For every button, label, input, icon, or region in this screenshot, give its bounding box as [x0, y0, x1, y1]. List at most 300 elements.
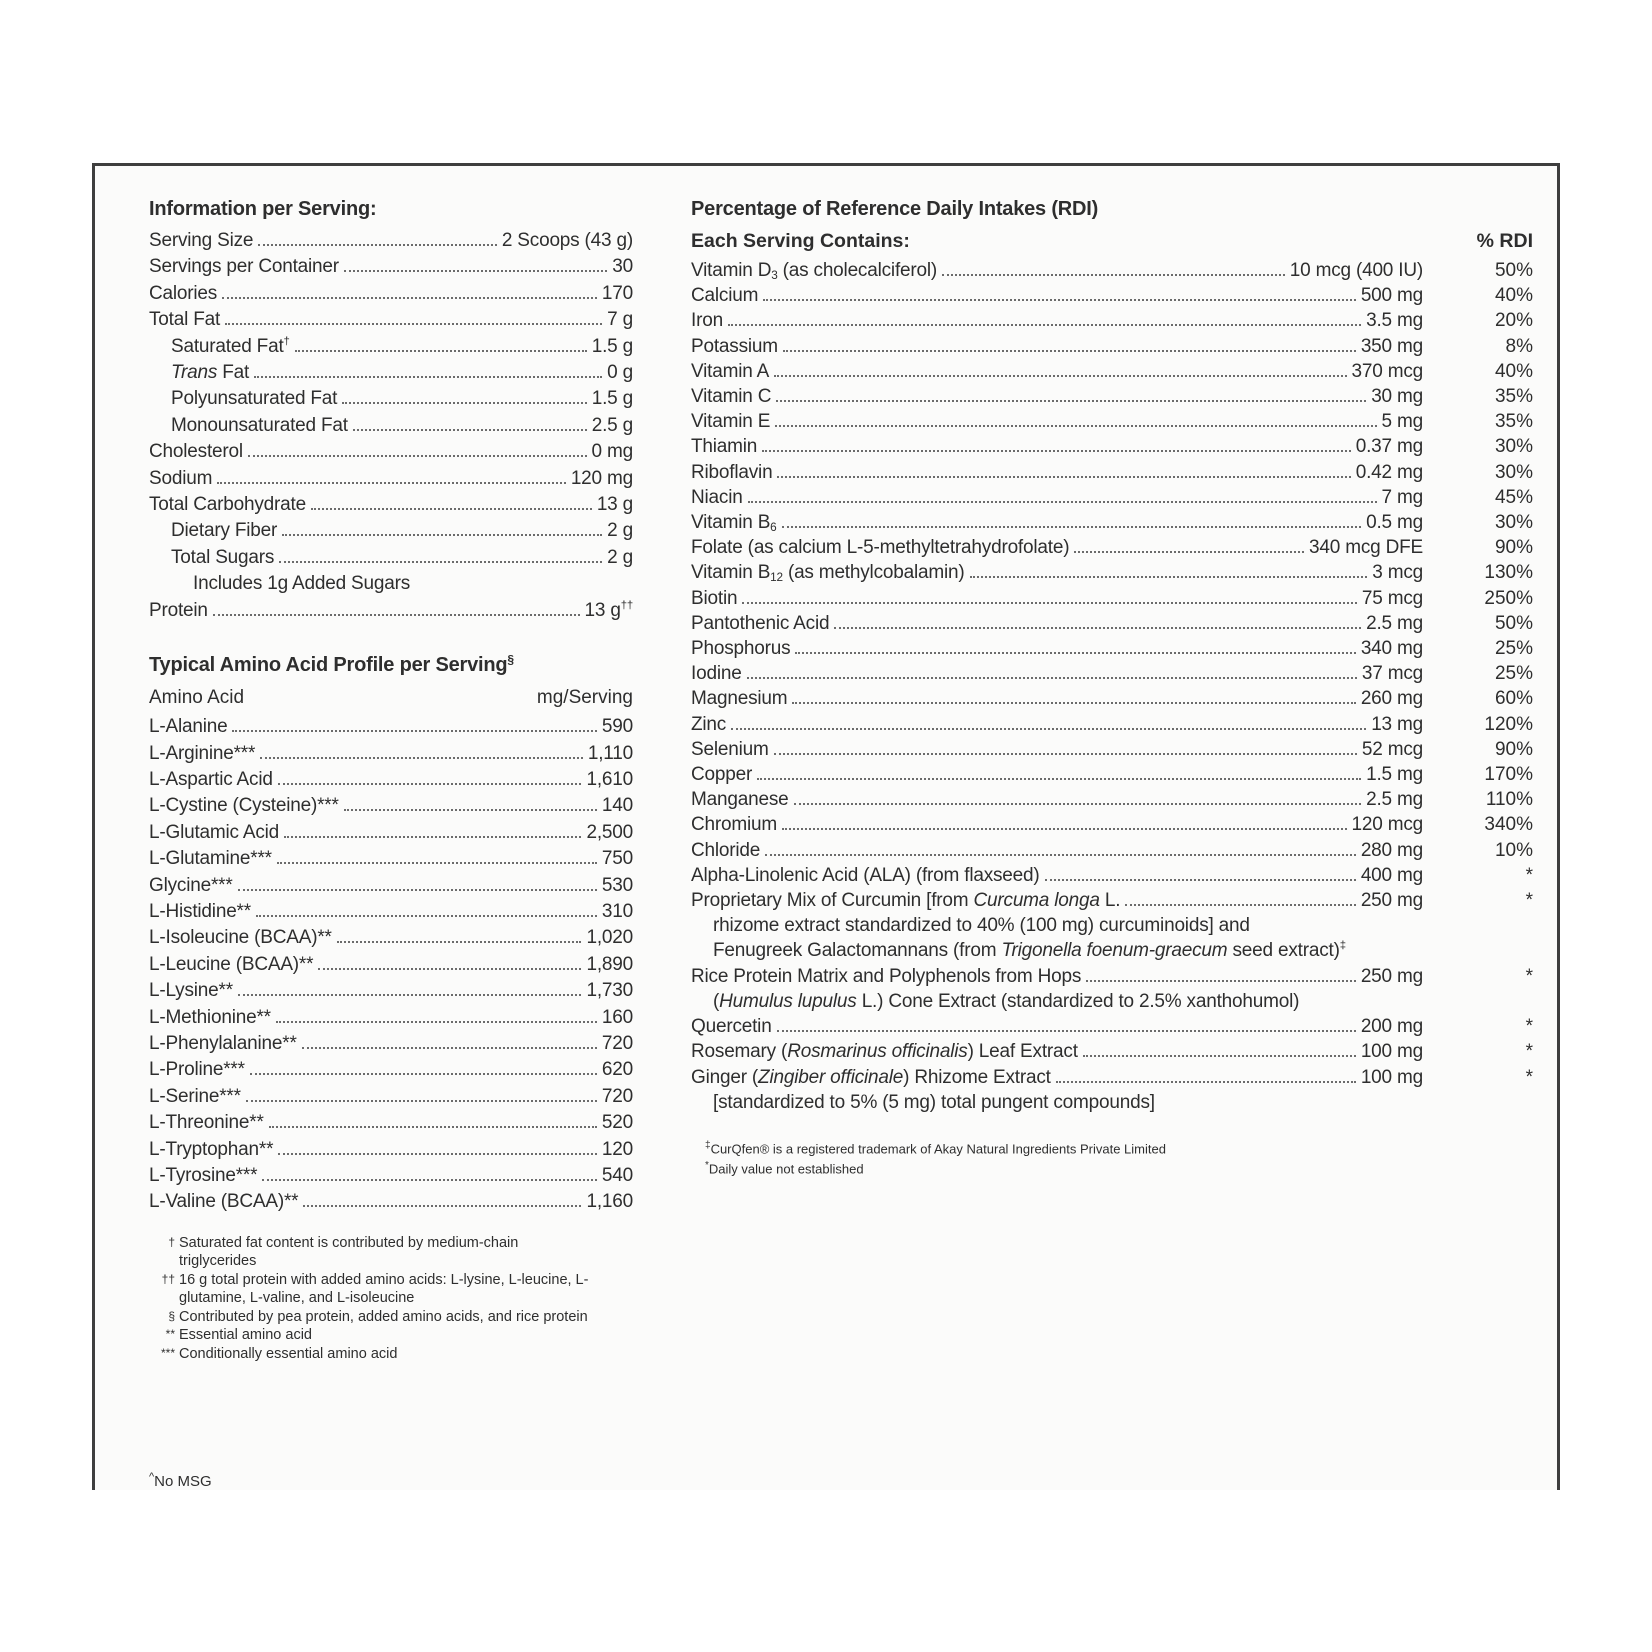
row-main [691, 636, 1423, 661]
row-label [691, 258, 937, 283]
label-text: Serving Size [149, 230, 254, 251]
row-main [691, 1014, 1423, 1039]
row-value: 1.5 g [591, 388, 633, 410]
row-label [691, 888, 1120, 913]
label-text: L-Arginine*** [149, 742, 256, 764]
row-main [149, 873, 633, 899]
row-label [691, 686, 787, 711]
nutrient-row [691, 560, 1533, 585]
nutrient-row [691, 308, 1533, 333]
row-label [149, 846, 272, 872]
label-text: seed extract) [1227, 940, 1340, 962]
row-label [149, 492, 306, 518]
row-value: 260 mg [1360, 688, 1423, 710]
right-footnotes [705, 1137, 1533, 1178]
label-text: L. [1099, 890, 1121, 912]
footnote-text: Contributed by pea protein, added amino acids, and rice protein [179, 1308, 588, 1325]
row-main [149, 334, 633, 360]
row-main [149, 1005, 633, 1031]
row-main [691, 737, 1423, 762]
amino-profile-title [149, 652, 633, 678]
row-value: 200 mg [1360, 1016, 1423, 1038]
nutrient-row [691, 661, 1533, 686]
footnote-marker: ** [165, 1327, 175, 1342]
nutrient-row [691, 434, 1533, 459]
row-label [149, 1031, 297, 1057]
label-text: L-Proline*** [149, 1059, 245, 1081]
row-label [149, 1057, 245, 1083]
label-text: Total Sugars [171, 546, 275, 568]
row-label [149, 873, 233, 899]
dot-leader [728, 324, 1361, 326]
label-text: Biotin [691, 587, 738, 609]
row-rdi-percent: 25% [1494, 663, 1533, 685]
dot-leader [834, 627, 1361, 629]
row-label [691, 611, 829, 636]
row-main [149, 307, 633, 333]
row-value: 1,890 [586, 953, 633, 975]
label-text: L-Alanine [149, 716, 228, 738]
label-text: L-Glutamine*** [149, 848, 272, 870]
label-text: Chromium [691, 814, 778, 836]
label-text: Vitamin B [691, 512, 771, 534]
label-text: Vitamin D [691, 260, 772, 281]
row-label [149, 925, 332, 951]
row-rdi-percent: 90% [1494, 537, 1533, 559]
row-value: 520 [601, 1112, 633, 1134]
dot-leader [970, 576, 1368, 578]
row-main [691, 283, 1423, 308]
row-value: 340 mg [1360, 638, 1423, 660]
row-value: 400 mg [1360, 864, 1423, 886]
nutrient-row [691, 989, 1533, 1014]
label-text: Monounsaturated Fat [171, 414, 348, 436]
nutrient-row [691, 888, 1533, 913]
row-main [149, 952, 633, 978]
row-label [691, 938, 1346, 963]
row-main [149, 254, 633, 280]
row-label [149, 466, 212, 492]
row-label [691, 485, 743, 510]
footnote-marker: ‡ [705, 1139, 711, 1151]
right-column [691, 196, 1533, 1178]
nutrient-row [691, 485, 1533, 510]
subscript-text: 6 [770, 521, 777, 535]
dot-leader [344, 270, 607, 272]
label-text: Selenium [691, 738, 769, 760]
dot-leader [225, 323, 602, 325]
italic-text: Zingiber officinale [758, 1066, 904, 1088]
dot-leader [238, 994, 582, 996]
row-main [691, 989, 1423, 1014]
row-label [691, 308, 723, 333]
row-value: 120 [601, 1138, 633, 1160]
row-value: 75 mcg [1361, 587, 1423, 609]
row-value: 37 mcg [1361, 663, 1423, 685]
dot-leader [282, 534, 602, 536]
row-rdi-percent: 45% [1494, 486, 1533, 508]
row-rdi-percent: 30% [1494, 436, 1533, 458]
row-label [691, 334, 778, 359]
row-label [149, 518, 277, 544]
row-label [149, 571, 410, 597]
dot-leader [795, 652, 1355, 654]
dot-leader [217, 482, 566, 484]
row-value: 0.37 mg [1355, 436, 1423, 458]
footnote-text: Conditionally essential amino acid [179, 1345, 398, 1362]
row-main [691, 586, 1423, 611]
row-value: 1.5 g [591, 335, 633, 357]
row-value: 0.42 mg [1355, 461, 1423, 483]
row-label [149, 820, 279, 846]
row-label [691, 460, 772, 485]
row-main [691, 838, 1423, 863]
label-text: L-Glutamic Acid [149, 821, 280, 843]
label-text: Ginger ( [691, 1066, 759, 1088]
amino-profile-title-text: Typical Amino Acid Profile per Serving [149, 654, 508, 677]
dot-leader [262, 1179, 597, 1181]
row-rdi-percent: * [1525, 1066, 1533, 1088]
row-main [691, 661, 1423, 686]
dot-leader [256, 915, 597, 917]
label-text: Rosemary ( [691, 1041, 788, 1063]
nutrient-row [691, 1014, 1533, 1039]
row-value: 170 [601, 282, 633, 304]
subscript-text: 3 [771, 269, 778, 282]
footnote-text: Saturated fat content is contributed by medium-chain triglycerides [179, 1234, 519, 1270]
row-value: 370 mcg [1351, 360, 1423, 382]
nutrient-row [691, 409, 1533, 434]
row-main [691, 460, 1423, 485]
dot-leader [1074, 551, 1304, 553]
row-main [149, 1137, 633, 1163]
label-text: Iodine [691, 663, 742, 685]
row-main [149, 767, 633, 793]
value-superscript: †† [620, 599, 633, 612]
label-text: Riboflavin [691, 461, 773, 483]
row-label [149, 334, 290, 360]
row-main [691, 535, 1423, 560]
row-label [691, 812, 777, 837]
label-text: L-Lysine** [149, 980, 233, 1002]
row-main [691, 863, 1423, 888]
label-text: Total Carbohydrate [149, 494, 306, 516]
row-main [149, 228, 633, 254]
label-text: Polyunsaturated Fat [171, 388, 338, 410]
nutrient-row [691, 258, 1533, 283]
label-text: Chloride [691, 839, 761, 861]
label-text: Glycine*** [149, 874, 233, 896]
superscript-mark: † [283, 335, 290, 348]
label-text: (as methylcobalamin) [782, 562, 965, 584]
row-main [691, 409, 1423, 434]
label-text: Protein [149, 599, 208, 621]
dot-leader [276, 1021, 597, 1023]
row-rdi-percent: 110% [1485, 789, 1533, 811]
row-main [691, 913, 1423, 938]
footnote-marker: *** [160, 1345, 175, 1360]
info-rows [149, 228, 633, 624]
dot-leader [1083, 1055, 1356, 1057]
row-value: 2 g [607, 520, 633, 542]
row-main [691, 812, 1423, 837]
dot-leader [337, 941, 582, 943]
footnote-marker: * [705, 1160, 709, 1172]
amino-rows [149, 714, 633, 1216]
label-text: Magnesium [691, 688, 788, 710]
row-main [149, 360, 633, 386]
row-main [149, 925, 633, 951]
row-value: 540 [601, 1165, 633, 1186]
row-main [149, 793, 633, 819]
dot-leader [302, 1047, 597, 1049]
row-label [149, 254, 339, 280]
subscript-text: 12 [770, 571, 783, 585]
row-label [149, 1163, 257, 1189]
row-label [691, 384, 771, 409]
row-value: 2.5 g [591, 414, 633, 436]
label-text: Vitamin C [691, 386, 772, 408]
nutrient-row [691, 283, 1533, 308]
amino-acid-section [149, 652, 633, 1216]
row-value: 120 mcg [1351, 814, 1423, 836]
row-rdi-percent: * [1525, 1016, 1533, 1038]
dot-leader [765, 854, 1356, 856]
row-main [691, 938, 1423, 963]
row-label [149, 978, 233, 1004]
row-main [691, 258, 1423, 283]
row-label [149, 714, 227, 740]
dot-leader [782, 526, 1362, 528]
label-text: Rice Protein Matrix and Polyphenols from Hops [691, 965, 1082, 987]
label-text: Dietary Fiber [171, 520, 278, 542]
row-label [149, 281, 217, 307]
row-main [149, 518, 633, 544]
percent-rdi-label: % RDI [1476, 230, 1533, 252]
italic-text: Rosmarinus officinalis [787, 1041, 968, 1063]
row-value: 100 mg [1360, 1041, 1423, 1063]
dot-leader [254, 376, 602, 378]
label-text: (as cholecalciferol) [777, 260, 938, 281]
row-value: 100 mg [1360, 1066, 1423, 1088]
row-value: 1,110 [587, 742, 633, 764]
row-label [149, 899, 251, 925]
dot-leader [742, 602, 1357, 604]
dot-leader [279, 561, 602, 563]
label-text: Pantothenic Acid [691, 612, 830, 634]
italic-text: Trigonella foenum-graecum [1001, 940, 1228, 962]
label-text: ( [713, 990, 720, 1012]
row-value: 0.5 mg [1366, 512, 1423, 534]
row-value: 13 g†† [584, 599, 633, 621]
row-rdi-percent: 130% [1484, 562, 1533, 584]
row-value: 1,610 [586, 768, 633, 790]
label-text: Servings per Container [149, 256, 339, 278]
label-text: L-Threonine** [149, 1112, 264, 1134]
row-main [691, 1090, 1423, 1115]
nutrient-row [691, 359, 1533, 384]
row-main [691, 888, 1423, 913]
dot-leader [792, 702, 1355, 704]
info-per-serving-title: Information per Serving: [149, 198, 377, 220]
row-main [149, 1031, 633, 1057]
row-main [691, 787, 1423, 812]
row-value: 250 mg [1360, 965, 1423, 987]
dot-leader [747, 677, 1357, 679]
row-value: 0 mg [591, 441, 633, 463]
dot-leader [731, 728, 1366, 730]
rdi-rows [691, 258, 1533, 1115]
row-label [691, 434, 757, 459]
row-main [691, 560, 1423, 585]
footnote-text: Essential amino acid [179, 1327, 312, 1344]
footnote [705, 1137, 1533, 1157]
nutrient-row [691, 1039, 1533, 1064]
label-text: Fat [217, 362, 250, 384]
row-main [691, 359, 1423, 384]
label-text: ) Leaf Extract [967, 1041, 1078, 1063]
label-text: Vitamin B [691, 562, 771, 584]
nutrient-row [691, 812, 1533, 837]
label-text: Phosphorus [691, 638, 791, 660]
label-text: L-Aspartic Acid [149, 768, 273, 790]
footnote-text: CurQfen® is a registered trademark of Akay Natural Ingredients Private Limited [710, 1141, 1166, 1157]
row-label [149, 1189, 298, 1215]
row-rdi-percent: 340% [1484, 814, 1533, 836]
row-main [691, 334, 1423, 359]
row-value: 280 mg [1360, 839, 1423, 861]
label-text: Alpha-Linolenic Acid (ALA) (from flaxseed) [691, 864, 1040, 886]
row-label [149, 228, 253, 254]
row-label [691, 712, 726, 737]
nutrient-row [691, 938, 1533, 963]
row-label [149, 598, 208, 624]
nutrient-row [691, 586, 1533, 611]
row-main [149, 1189, 633, 1215]
dot-leader [258, 244, 497, 246]
dot-leader [942, 274, 1285, 276]
dot-leader [284, 836, 581, 838]
superscript-mark: ‡ [1339, 940, 1346, 953]
row-main [149, 1110, 633, 1136]
row-main [149, 413, 633, 439]
label-text: L-Serine*** [149, 1085, 241, 1107]
row-label [149, 741, 255, 767]
row-value: 7 mg [1381, 486, 1423, 508]
row-main [149, 978, 633, 1004]
amino-profile-title-sup: § [507, 652, 514, 667]
label-text: Vitamin A [691, 360, 770, 382]
nutrient-row [691, 334, 1533, 359]
row-main [691, 434, 1423, 459]
dot-leader [278, 1153, 597, 1155]
label-text: L-Valine (BCAA)** [149, 1191, 299, 1213]
footnote-text: 16 g total protein with added amino acids: L-lysine, L-leucine, L-glutamine, L-valine, and L-isoleucine [179, 1271, 589, 1307]
row-main [691, 686, 1423, 711]
nutrient-row [691, 535, 1533, 560]
row-value: 720 [601, 1085, 633, 1107]
row-label [691, 838, 760, 863]
label-text: L-Tyrosine*** [149, 1165, 258, 1186]
label-text: ) Rhizome Extract [903, 1066, 1051, 1088]
nutrient-row [691, 460, 1533, 485]
footnote [149, 1271, 594, 1308]
label-text: L-Phenylalanine** [149, 1032, 297, 1054]
dot-leader [222, 297, 597, 299]
italic-text: Curcuma longa [973, 890, 1100, 912]
row-main [149, 545, 633, 571]
label-text: Saturated Fat [171, 335, 284, 357]
row-rdi-percent: 40% [1494, 285, 1533, 307]
row-rdi-percent: 250% [1484, 587, 1533, 609]
row-label [149, 767, 273, 793]
nutrient-row [691, 1065, 1533, 1090]
row-label [149, 1137, 273, 1163]
dot-leader [232, 730, 596, 732]
row-label [691, 913, 1250, 938]
label-text: Vitamin E [691, 411, 771, 433]
row-value: 350 mg [1360, 335, 1423, 357]
row-rdi-percent: 50% [1494, 260, 1533, 281]
row-label [691, 560, 965, 585]
label-text: Folate (as calcium L-5-methyltetrahydrofolate) [691, 537, 1070, 559]
dot-leader [775, 425, 1376, 427]
row-main [149, 466, 633, 492]
label-text: Quercetin [691, 1016, 772, 1038]
label-text: Calcium [691, 285, 759, 307]
row-value: 52 mcg [1361, 738, 1423, 760]
dot-leader [318, 968, 581, 970]
row-label [691, 863, 1040, 888]
row-main [149, 492, 633, 518]
nutrient-row [691, 712, 1533, 737]
dot-leader [757, 778, 1361, 780]
label-text: Sodium [149, 467, 213, 489]
no-msg-mark: ^ [149, 1471, 155, 1484]
row-value: 720 [601, 1032, 633, 1054]
label-text: Niacin [691, 486, 743, 508]
row-rdi-percent: 90% [1494, 738, 1533, 760]
row-label [149, 386, 337, 412]
row-value: 1,160 [586, 1191, 633, 1213]
row-label [149, 1084, 241, 1110]
dot-leader [248, 455, 587, 457]
row-main [149, 820, 633, 846]
row-value: 10 mcg (400 IU) [1289, 260, 1423, 281]
row-value: 2.5 mg [1366, 612, 1423, 634]
row-value: 13 g [596, 494, 633, 516]
row-label [149, 307, 220, 333]
row-value: 140 [601, 795, 633, 817]
row-main [691, 485, 1423, 510]
row-label [691, 762, 752, 787]
nutrient-row [691, 686, 1533, 711]
label-text: Manganese [691, 789, 789, 811]
no-msg-note [149, 1471, 633, 1490]
dot-leader [782, 828, 1346, 830]
row-main [691, 964, 1423, 989]
dot-leader [238, 889, 597, 891]
row-label [691, 1065, 1051, 1090]
left-footnotes [149, 1234, 594, 1364]
dot-leader [353, 429, 587, 431]
rdi-header-row [691, 228, 1533, 254]
row-rdi-percent: * [1525, 1041, 1533, 1063]
footnote [149, 1345, 594, 1364]
row-label [149, 545, 274, 571]
row-label [691, 964, 1081, 989]
footnote [705, 1157, 1533, 1177]
